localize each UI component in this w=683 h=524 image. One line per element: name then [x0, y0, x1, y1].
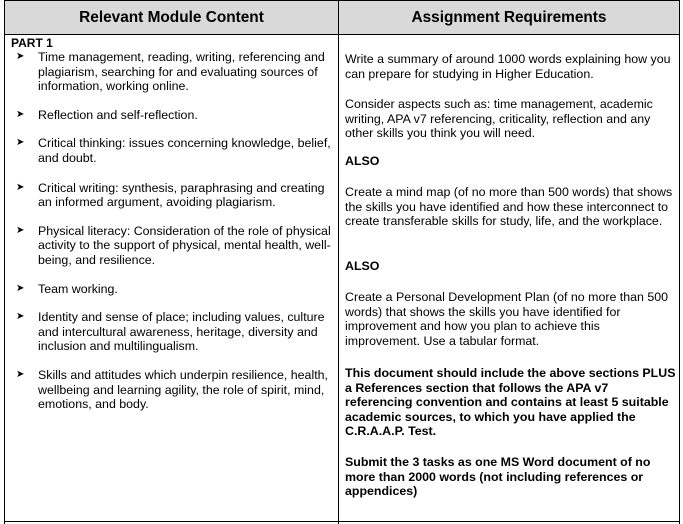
arrow-bullet-icon: ➤	[16, 282, 24, 297]
content-row	[5, 35, 680, 522]
list-item	[5, 224, 339, 268]
requirements-cell	[339, 35, 680, 522]
requirement-references: This document should include the above sections PLUS a References section that follows the APA v7 referencing convention and contains at least 5 suitable academic sources, to which you have applied the C.R.A.A.P. Test.	[345, 366, 677, 439]
arrow-bullet-icon: ➤	[16, 224, 24, 239]
also-label: ALSO	[345, 154, 677, 169]
list-item-text: Physical literacy: Consideration of the role of physical activity to the support of physical, mental health, well-being, and resilience.	[38, 224, 331, 267]
list-item	[5, 108, 339, 123]
part-label: PART 1	[11, 37, 53, 50]
list-item-text: Identity and sense of place; including values, culture and intercultural awareness, heritage, diversity and inclusion and multilingualism.	[38, 310, 325, 353]
module-topic-list	[5, 50, 339, 412]
arrow-bullet-icon: ➤	[16, 368, 24, 383]
list-item-text: Critical thinking: issues concerning knowledge, belief, and doubt.	[38, 136, 331, 165]
list-item	[5, 368, 339, 412]
arrow-bullet-icon: ➤	[16, 108, 24, 123]
list-item-text: Critical writing: synthesis, paraphrasing and creating an informed argument, avoiding plagiarism.	[38, 181, 325, 210]
list-item	[5, 282, 339, 297]
arrow-bullet-icon: ➤	[16, 136, 24, 151]
header-assignment-requirements: Assignment Requirements	[339, 1, 680, 35]
list-item	[5, 136, 339, 165]
requirement-mind-map: Create a mind map (of no more than 500 words) that shows the skills you have identified and how these interconnect to create transferable skills for study, life, and the workplace.	[345, 185, 677, 229]
module-content-cell	[5, 35, 339, 522]
list-item	[5, 50, 339, 94]
header-row	[5, 1, 680, 35]
requirements-content	[339, 35, 679, 521]
list-item-text: Time management, reading, writing, referencing and plagiarism, searching for and evaluating sources of information, working online.	[38, 50, 325, 93]
list-item-text: Team working.	[38, 282, 118, 296]
list-item-text: Skills and attitudes which underpin resilience, health, wellbeing and learning agility, the role of spirit, mind, emotions, and body.	[38, 368, 328, 411]
requirement-submission: Submit the 3 tasks as one MS Word document of no more than 2000 words (not including references or appendices)	[345, 455, 677, 499]
arrow-bullet-icon: ➤	[16, 310, 24, 325]
arrow-bullet-icon: ➤	[16, 50, 24, 65]
requirement-summary: Write a summary of around 1000 words explaining how you can prepare for studying in Higher Education.	[345, 52, 677, 81]
list-item	[5, 181, 339, 210]
also-label: ALSO	[345, 259, 677, 274]
requirement-aspects: Consider aspects such as: time management, academic writing, APA v7 referencing, criticality, reflection and any other skills you think you will need.	[345, 97, 677, 141]
arrow-bullet-icon: ➤	[16, 181, 24, 196]
module-content	[5, 35, 338, 521]
assignment-table	[4, 0, 680, 524]
list-item-text: Reflection and self-reflection.	[38, 108, 198, 122]
header-module-content: Relevant Module Content	[5, 1, 339, 35]
requirement-development-plan: Create a Personal Development Plan (of no more than 500 words) that shows the skills you have identified for improvement and how you plan to achieve this improvement. Use a tabular format.	[345, 290, 677, 348]
list-item	[5, 310, 339, 354]
